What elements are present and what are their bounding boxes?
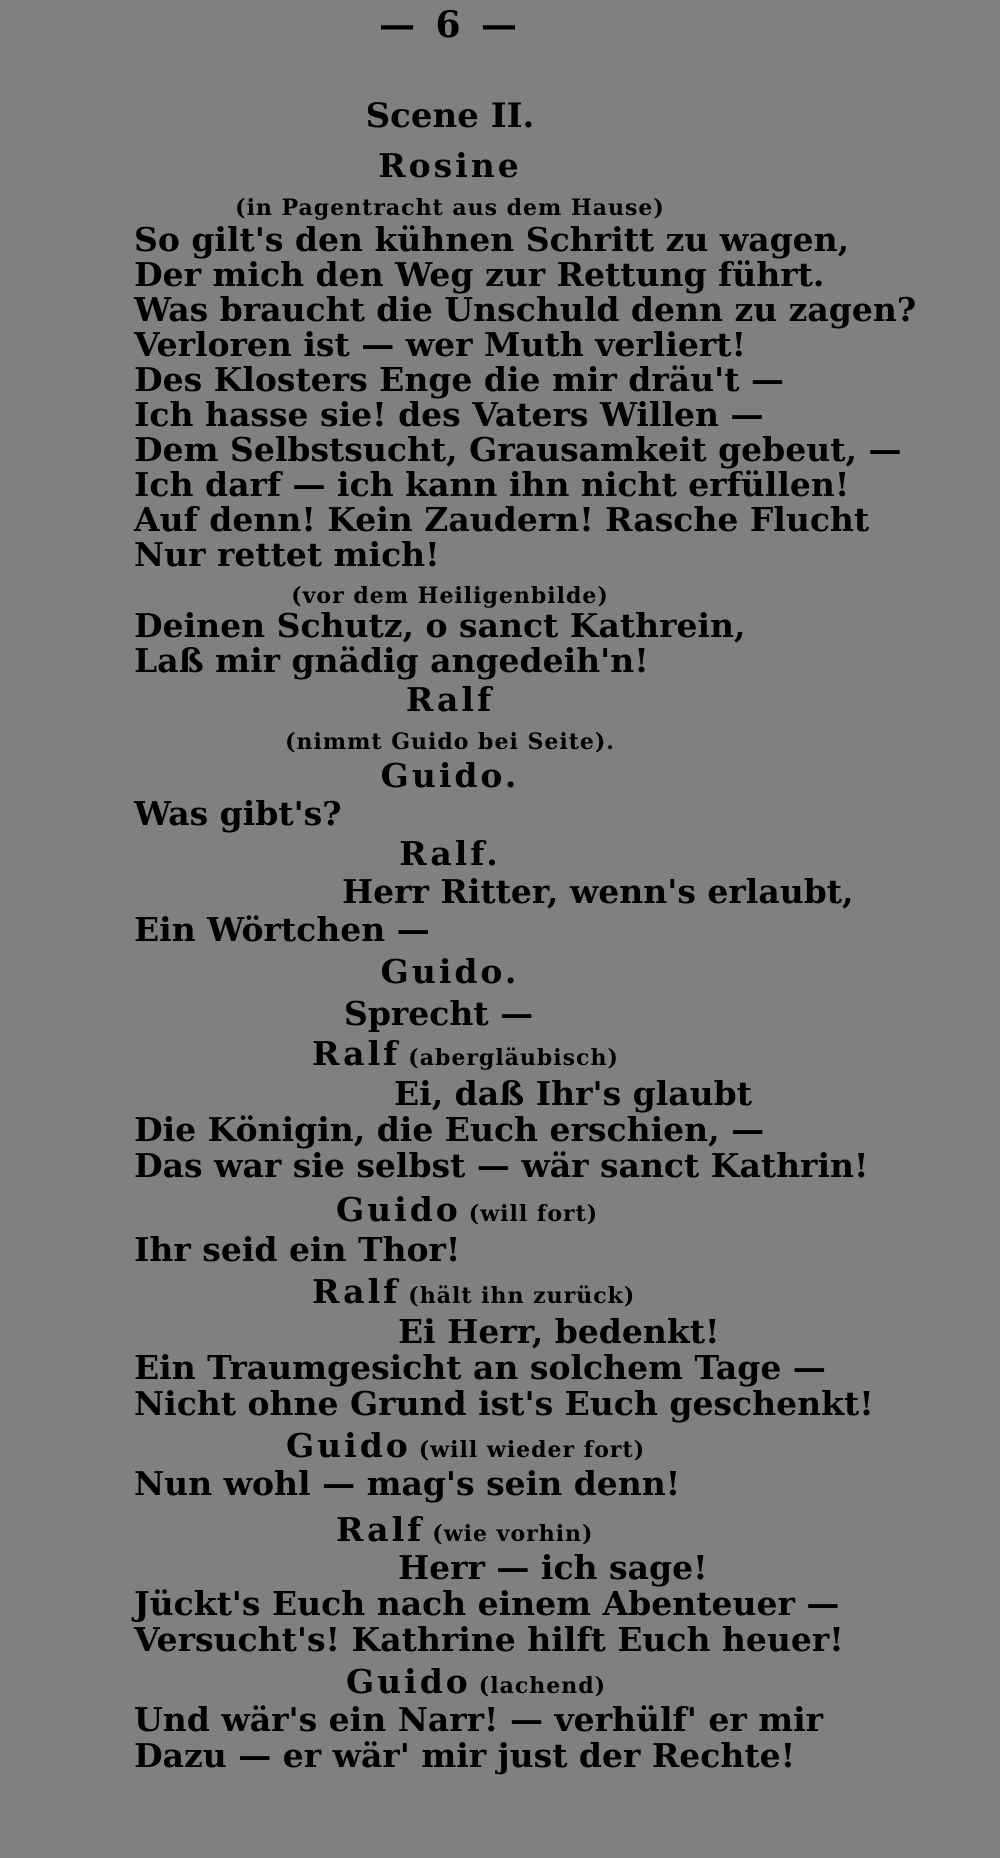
- page-number: — 6 —: [378, 4, 522, 46]
- verse-line: Ein Traumgesicht an solchem Tage —: [134, 1348, 826, 1387]
- stage-direction: (abergläubisch): [408, 1045, 619, 1071]
- speaker-name: Guido: [286, 1426, 411, 1465]
- verse-line: Nur rettet mich!: [134, 535, 440, 574]
- speaker-line: [336, 1192, 598, 1232]
- stage-direction: (will fort): [468, 1201, 599, 1227]
- speaker-name: Guido: [346, 1662, 471, 1701]
- stage-direction: (in Pagentracht aus dem Hause): [235, 195, 665, 221]
- verse-line: So gilt's den kühnen Schritt zu wagen,: [134, 220, 850, 259]
- verse-line: Der mich den Weg zur Rettung führt.: [134, 255, 825, 294]
- speaker-name: Guido.: [380, 952, 520, 991]
- speaker-name: Ralf: [336, 1510, 425, 1549]
- stage-direction: (hält ihn zurück): [408, 1283, 636, 1309]
- verse-line: Und wär's ein Narr! — verhülf' er mir: [134, 1700, 824, 1739]
- speaker-name: Guido: [336, 1190, 461, 1229]
- speaker-name: Ralf: [405, 680, 495, 719]
- verse-line: Dazu — er wär' mir just der Rechte!: [134, 1736, 796, 1775]
- verse-line: Ihr seid ein Thor!: [134, 1230, 461, 1269]
- verse-line: Herr — ich sage!: [398, 1548, 708, 1587]
- speaker-name: Ralf.: [399, 834, 501, 873]
- speaker-name: Guido.: [380, 756, 520, 795]
- verse-line: Auf denn! Kein Zaudern! Rasche Flucht: [134, 500, 870, 539]
- verse-line: Jückt's Euch nach einem Abenteuer —: [134, 1584, 840, 1623]
- scene-title: Scene II.: [365, 96, 535, 136]
- verse-line: Die Königin, die Euch erschien, —: [134, 1110, 765, 1149]
- speaker-line: [312, 1036, 619, 1076]
- speaker-name: Ralf: [312, 1272, 401, 1311]
- speaker-line: [286, 1428, 645, 1468]
- verse-line: Sprecht —: [344, 994, 534, 1033]
- verse-line: Verloren ist — wer Muth verliert!: [134, 325, 746, 364]
- stage-direction: (vor dem Heiligenbilde): [291, 583, 609, 609]
- speaker-name: Ralf: [312, 1034, 401, 1073]
- stage-direction: (wie vorhin): [432, 1521, 594, 1547]
- verse-line: Ei, daß Ihr's glaubt: [394, 1074, 752, 1113]
- verse-line: Was braucht die Unschuld denn zu zagen?: [134, 290, 917, 329]
- verse-line: Deinen Schutz, o sanct Kathrein,: [134, 606, 746, 645]
- verse-line: Was gibt's?: [134, 794, 342, 833]
- verse-line: Laß mir gnädig angedeih'n!: [134, 641, 649, 680]
- verse-line: Des Klosters Enge die mir dräu't —: [134, 360, 784, 399]
- verse-line: Dem Selbstsucht, Grausamkeit gebeut, —: [134, 430, 902, 469]
- verse-line: Ich hasse sie! des Vaters Willen —: [134, 395, 764, 434]
- speaker-name: Rosine: [378, 146, 522, 185]
- verse-line: Ei Herr, bedenkt!: [398, 1312, 720, 1351]
- speaker-line: [346, 1664, 606, 1704]
- verse-line: Nicht ohne Grund ist's Euch geschenkt!: [134, 1384, 874, 1423]
- verse-line: Ich darf — ich kann ihn nicht erfüllen!: [134, 465, 850, 504]
- stage-direction: (lachend): [478, 1673, 606, 1699]
- speaker-line: [336, 1512, 593, 1552]
- stage-direction: (will wieder fort): [418, 1437, 646, 1463]
- speaker-line: [312, 1274, 635, 1314]
- verse-line: Das war sie selbst — wär sanct Kathrin!: [134, 1146, 869, 1185]
- verse-line: Herr Ritter, wenn's erlaubt,: [342, 872, 854, 911]
- verse-line: Nun wohl — mag's sein denn!: [134, 1464, 681, 1503]
- verse-line: Ein Wörtchen —: [134, 910, 430, 949]
- stage-direction: (nimmt Guido bei Seite).: [285, 729, 615, 755]
- verse-line: Versucht's! Kathrine hilft Euch heuer!: [134, 1620, 844, 1659]
